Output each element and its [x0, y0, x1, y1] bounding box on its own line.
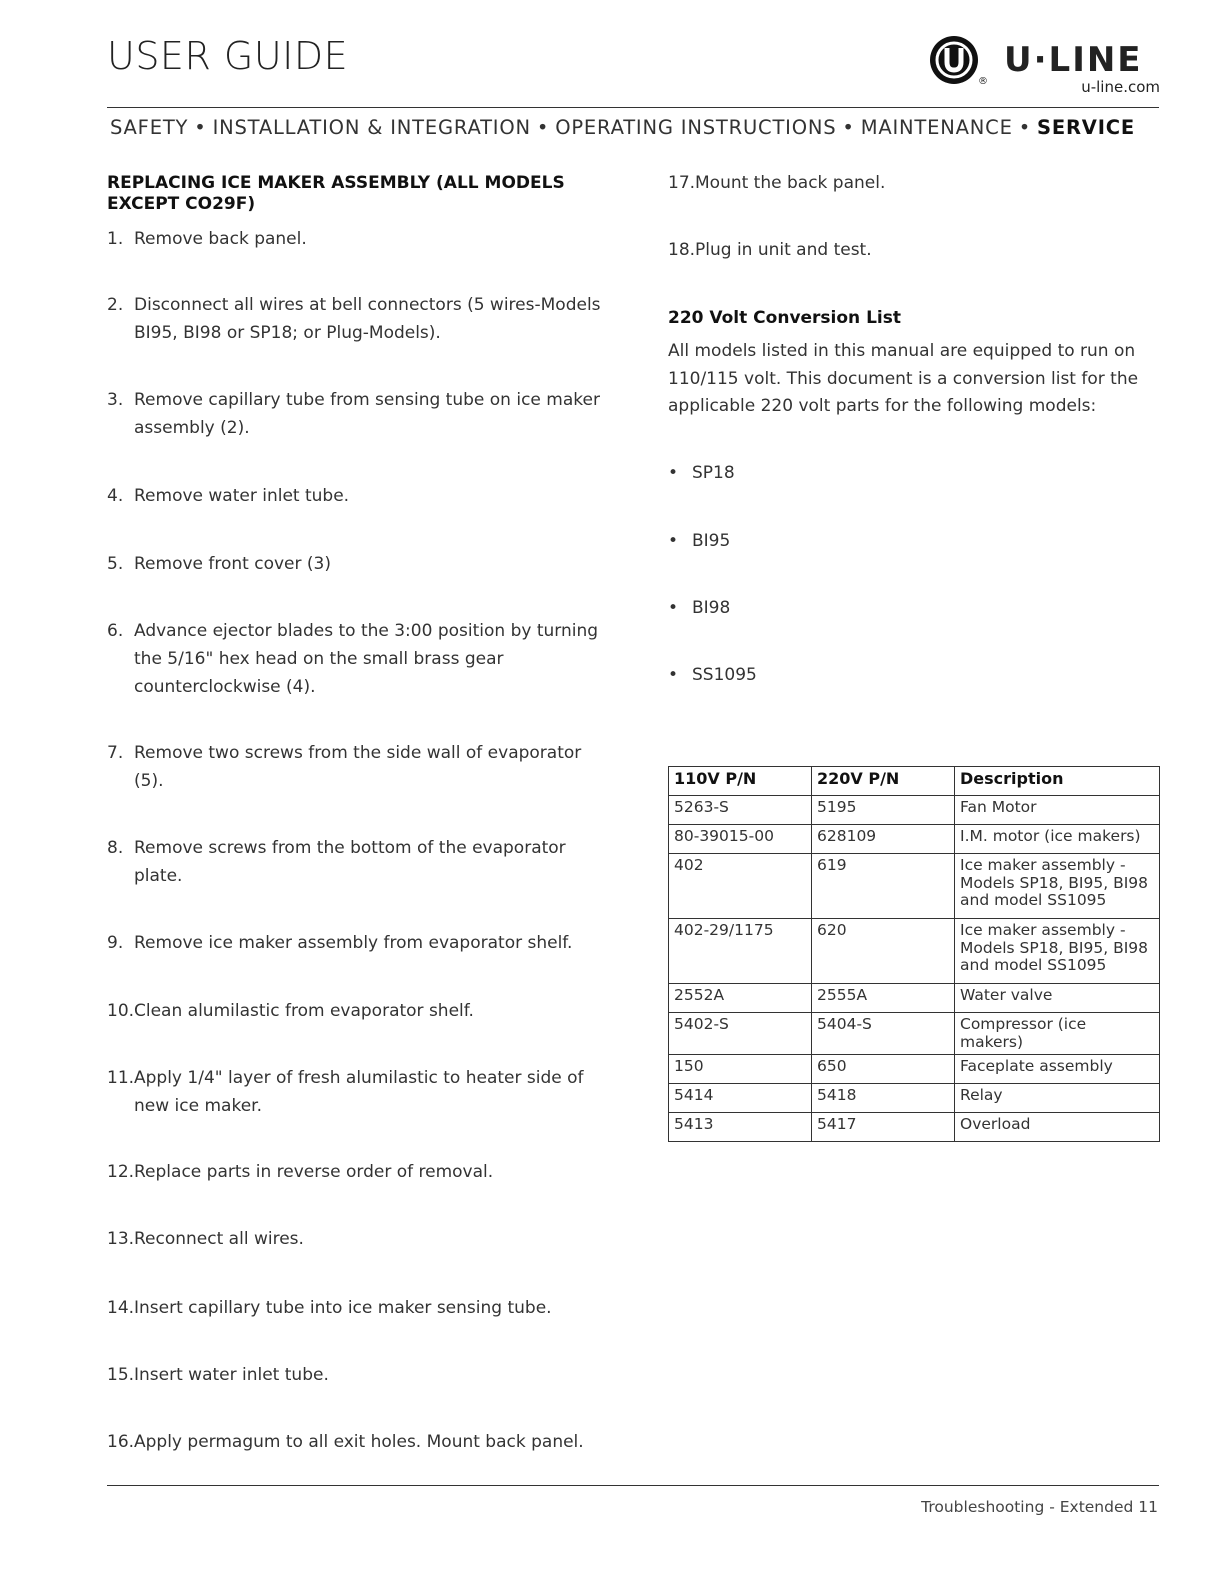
table-row [669, 919, 1160, 984]
step-text: Plug in unit and test. [695, 240, 872, 260]
nav-item-installation: INSTALLATION & INTEGRATION [212, 116, 531, 139]
step-item [107, 1225, 607, 1253]
model-label: SS1095 [692, 665, 757, 685]
cell-220v: 619 [812, 854, 955, 919]
section-title [107, 173, 607, 215]
cell-description: Overload [955, 1113, 1160, 1142]
cell-description: Faceplate assembly [955, 1055, 1160, 1084]
cell-220v: 5418 [812, 1084, 955, 1113]
nav-item-operating: OPERATING INSTRUCTIONS [555, 116, 837, 139]
step-number: 16. [107, 1432, 135, 1452]
page-footer: Troubleshooting - Extended 11 [921, 1498, 1158, 1516]
table-row [669, 1055, 1160, 1084]
step-item [107, 482, 607, 510]
cell-110v: 5402-S [669, 1013, 812, 1055]
cell-description: Water valve [955, 984, 1160, 1013]
section-title-line-1: REPLACING ICE MAKER ASSEMBLY (ALL MODELS [107, 173, 565, 193]
step-text: Remove screws from the bottom of the evaporator plate. [134, 838, 566, 886]
step-item [107, 291, 607, 347]
left-column [107, 173, 607, 1452]
step-number: 8. [107, 838, 124, 858]
step-number: 4. [107, 486, 124, 506]
step-number: 11. [107, 1068, 135, 1088]
step-number: 9. [107, 933, 124, 953]
cell-description: Compressor (ice makers) [955, 1013, 1160, 1055]
step-number: 1. [107, 229, 124, 249]
section-nav [110, 116, 1135, 139]
step-text: Remove front cover (3) [134, 554, 331, 574]
cell-220v: 620 [812, 919, 955, 984]
step-text: Insert capillary tube into ice maker sensing tube. [134, 1298, 552, 1318]
conversion-list-title: 220 Volt Conversion List [668, 308, 901, 328]
table-header-row [669, 767, 1160, 796]
step-item [107, 1064, 607, 1120]
nav-item-maintenance: MAINTENANCE [860, 116, 1013, 139]
u-line-logo-icon [928, 34, 980, 86]
step-number: 6. [107, 621, 124, 641]
table-row [669, 825, 1160, 854]
header-220v: 220V P/N [812, 767, 955, 796]
page-title: USER GUIDE [107, 34, 349, 78]
step-text: Remove ice maker assembly from evaporator shelf. [134, 933, 573, 953]
cell-110v: 402-29/1175 [669, 919, 812, 984]
bullet-dot: • [668, 598, 679, 618]
registered-mark: ® [978, 76, 988, 87]
step-number: 12. [107, 1162, 135, 1182]
nav-separator: • [1018, 116, 1032, 139]
step-item [107, 1294, 607, 1322]
cell-220v: 5404-S [812, 1013, 955, 1055]
cell-description: Relay [955, 1084, 1160, 1113]
nav-separator: • [536, 116, 550, 139]
header-110v: 110V P/N [669, 767, 812, 796]
bullet-dot: • [668, 665, 679, 685]
step-text: Remove back panel. [134, 229, 307, 249]
table-row [669, 1084, 1160, 1113]
step-item [107, 1428, 607, 1456]
table-row [669, 854, 1160, 919]
table-row [669, 984, 1160, 1013]
table-row [669, 796, 1160, 825]
brand-logo [928, 34, 1160, 94]
nav-separator: • [194, 116, 207, 139]
cell-220v: 650 [812, 1055, 955, 1084]
cell-220v: 5195 [812, 796, 955, 825]
model-label: SP18 [692, 463, 735, 483]
step-number: 18. [668, 240, 696, 260]
step-item [668, 169, 1160, 197]
table-row [669, 1013, 1160, 1055]
step-item [107, 386, 607, 442]
step-item [668, 236, 1160, 264]
step-number: 10. [107, 1001, 135, 1021]
footer-divider [107, 1485, 1159, 1486]
bullet-dot: • [668, 463, 679, 483]
step-item [107, 617, 607, 701]
step-item [107, 929, 607, 957]
conversion-table [668, 766, 1160, 1142]
nav-separator: • [842, 116, 855, 139]
bullet-dot: • [668, 531, 679, 551]
cell-220v: 2555A [812, 984, 955, 1013]
cell-110v: 5263-S [669, 796, 812, 825]
step-number: 13. [107, 1229, 135, 1249]
step-item [107, 997, 607, 1025]
step-text: Clean alumilastic from evaporator shelf. [134, 1001, 474, 1021]
header-description: Description [955, 767, 1160, 796]
step-item [107, 550, 607, 578]
step-number: 5. [107, 554, 124, 574]
step-number: 2. [107, 295, 124, 315]
step-text: Apply 1/4" layer of fresh alumilastic to heater side of new ice maker. [134, 1068, 584, 1116]
step-text: Remove two screws from the side wall of evaporator (5). [134, 743, 582, 791]
cell-description: Ice maker assembly - Models SP18, BI95, BI98 and model SS1095 [955, 854, 1160, 919]
step-number: 14. [107, 1298, 135, 1318]
step-text: Remove water inlet tube. [134, 486, 350, 506]
cell-110v: 150 [669, 1055, 812, 1084]
conversion-intro: All models listed in this manual are equipped to run on 110/115 volt. This document is a conversion list for the applicable 220 volt parts for the following models: [668, 341, 1139, 416]
cell-110v: 5413 [669, 1113, 812, 1142]
step-text: Reconnect all wires. [134, 1229, 304, 1249]
step-number: 7. [107, 743, 124, 763]
model-label: BI95 [692, 531, 731, 551]
step-text: Remove capillary tube from sensing tube on ice maker assembly (2). [134, 390, 600, 438]
step-text: Replace parts in reverse order of removal. [134, 1162, 494, 1182]
step-item [107, 834, 607, 890]
cell-110v: 5414 [669, 1084, 812, 1113]
step-item [107, 739, 607, 795]
cell-220v: 628109 [812, 825, 955, 854]
step-number: 3. [107, 390, 124, 410]
nav-item-safety: SAFETY [110, 116, 189, 139]
step-text: Disconnect all wires at bell connectors (5 wires-Models BI95, BI98 or SP18; or Plug-Models). [134, 295, 601, 343]
step-text: Apply permagum to all exit holes. Mount back panel. [134, 1432, 584, 1452]
cell-description: Ice maker assembly - Models SP18, BI95, BI98 and model SS1095 [955, 919, 1160, 984]
section-title-line-2: EXCEPT CO29F) [107, 194, 256, 214]
step-item [107, 225, 607, 253]
cell-description: Fan Motor [955, 796, 1160, 825]
brand-url: u-line.com [1081, 78, 1160, 96]
cell-description: I.M. motor (ice makers) [955, 825, 1160, 854]
step-text: Insert water inlet tube. [134, 1365, 329, 1385]
step-text: Mount the back panel. [695, 173, 886, 193]
model-label: BI98 [692, 598, 731, 618]
table-row [669, 1113, 1160, 1142]
step-number: 17. [668, 173, 696, 193]
step-item [107, 1158, 607, 1186]
header-divider [107, 107, 1159, 108]
cell-110v: 402 [669, 854, 812, 919]
nav-item-service: SERVICE [1037, 116, 1135, 139]
cell-110v: 2552A [669, 984, 812, 1013]
step-number: 15. [107, 1365, 135, 1385]
step-item [107, 1361, 607, 1389]
step-text: Advance ejector blades to the 3:00 position by turning the 5/16" hex head on the small brass gear counterclockwise (4). [134, 621, 599, 697]
brand-wordmark: U·LINE [1004, 40, 1143, 80]
cell-110v: 80-39015-00 [669, 825, 812, 854]
cell-220v: 5417 [812, 1113, 955, 1142]
